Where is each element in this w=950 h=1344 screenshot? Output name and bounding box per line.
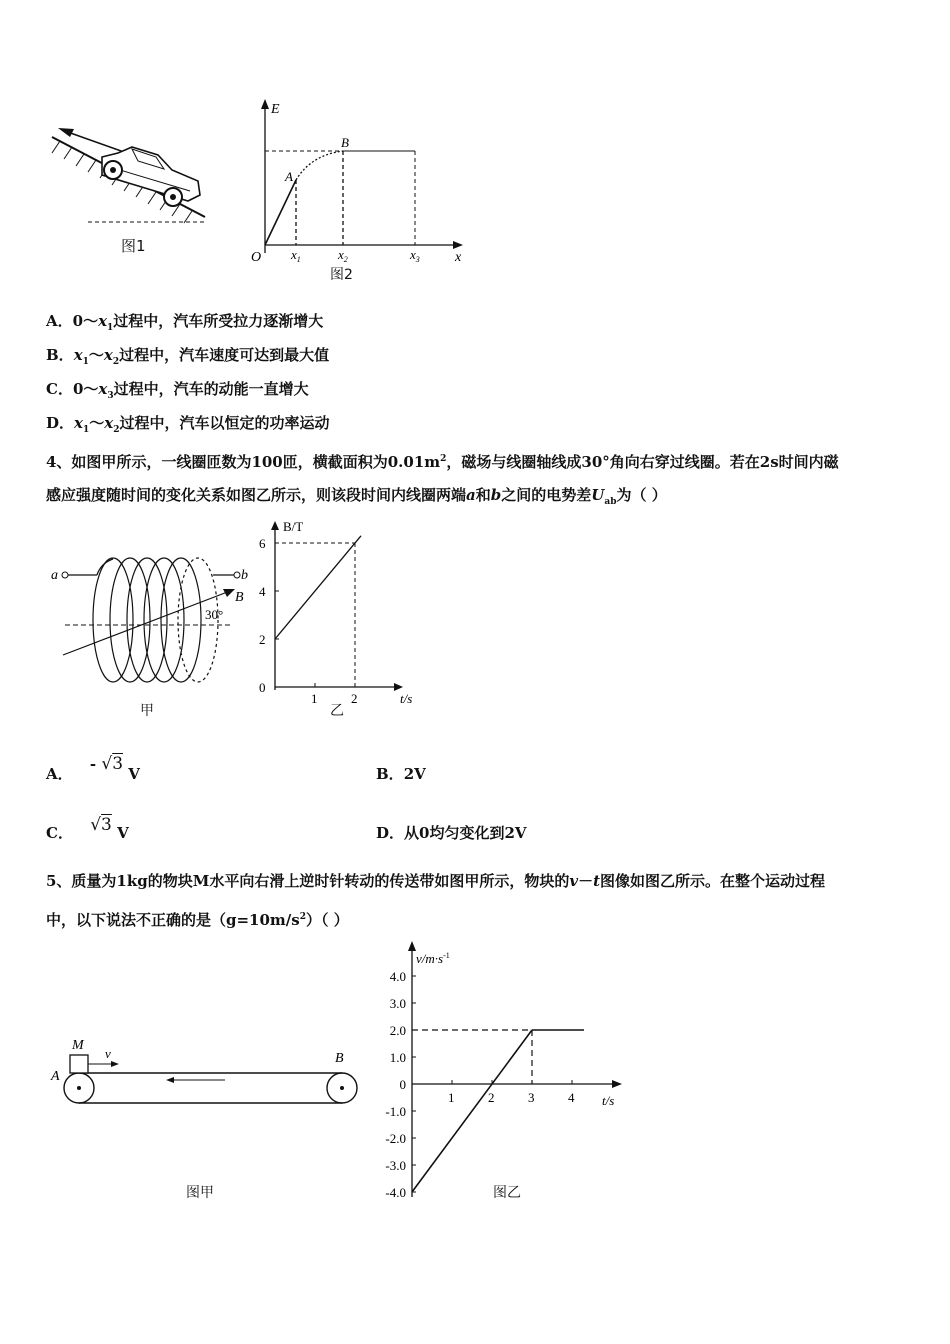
v-axis-label: $v/m\cdot s^{-1}$	[416, 951, 450, 966]
b-x-tick-label: 2	[351, 691, 358, 705]
q5-stem-line1: 5、质量为1kg的物块M水平向右滑上逆时针转动的传送带如图甲所示，物块的v－t图像如图乙所示。在整个运动过程	[46, 872, 826, 890]
x1-label: $x_1$	[291, 247, 301, 264]
v-x-tick-label: 1	[448, 1090, 455, 1105]
sqrt-symbol: √3	[90, 815, 112, 835]
b-t-graph	[255, 515, 425, 705]
b-t-caption: 乙	[330, 703, 344, 719]
b-t-series-line	[275, 536, 361, 639]
coil-figure	[45, 555, 255, 700]
point-b-label: B	[341, 135, 349, 150]
x2-label: $x_2$	[338, 247, 348, 264]
origin-label: O	[251, 250, 262, 265]
q3-option-c[interactable]: C．$0\sim x_3$过程中，汽车的动能一直增大	[46, 380, 309, 401]
v-x-tick-label: 3	[528, 1090, 535, 1105]
v-y-tick-label: 3.0	[389, 996, 406, 1011]
block-m-label: M	[72, 1038, 84, 1053]
q4-option-a[interactable]: A． - √3 V	[46, 754, 140, 783]
coil-b-label: b	[241, 568, 248, 583]
v-y-tick-label: 0	[399, 1077, 406, 1092]
coil-caption: 甲	[140, 703, 154, 719]
vt-caption: 图乙	[493, 1185, 521, 1201]
q4-option-c[interactable]: C． √3 V	[46, 815, 129, 842]
b-axis-label: B/T	[283, 519, 304, 534]
belt-caption: 图甲	[186, 1185, 214, 1201]
v-y-tick-label: 4.0	[389, 969, 406, 984]
fig1-caption: 图1	[121, 237, 146, 255]
v-y-tick-label: 2.0	[389, 1023, 406, 1038]
v-x-tick-label: 2	[488, 1090, 495, 1105]
energy-position-graph	[245, 95, 470, 270]
v-y-tick-label: -2.0	[385, 1131, 406, 1146]
q4-stem-line2: 感应强度随时间的变化关系如图乙所示，则该段时间内线圈两端a和b之间的电势差$U_{ab}$为（ ）	[46, 486, 667, 507]
b-y-tick-label: 6	[259, 536, 266, 551]
v-x-tick-label: 4	[568, 1090, 575, 1105]
conveyor-belt-figure	[45, 1030, 365, 1115]
v-t-graph	[370, 935, 635, 1205]
point-a-label: A	[285, 169, 293, 184]
q3-option-b[interactable]: B．$x_1\sim x_2$过程中，汽车速度可达到最大值	[46, 346, 330, 367]
angle-label: 30°	[205, 607, 224, 622]
t-axis-label: t/s	[400, 691, 413, 705]
vt-t-axis-label: t/s	[602, 1093, 615, 1108]
q3-option-a[interactable]: A．$0\sim x_1$过程中，汽车所受拉力逐渐增大	[46, 312, 324, 333]
block-m	[70, 1055, 88, 1073]
v-y-tick-label: 1.0	[389, 1050, 406, 1065]
v-y-tick-label: -1.0	[385, 1104, 406, 1119]
point-a-label: A	[51, 1069, 60, 1084]
x3-label: $x_3$	[410, 247, 420, 264]
q4-option-d[interactable]: D．从0均匀变化到2V	[376, 824, 527, 842]
b-y-tick-label: 4	[259, 584, 266, 599]
b-y-tick-label: 2	[259, 632, 266, 647]
coil-a-label: a	[51, 568, 58, 583]
field-b-label: B	[235, 590, 244, 605]
b-x-tick-label: 1	[311, 691, 318, 705]
point-b-label: B	[335, 1051, 344, 1066]
v-y-tick-label: -4.0	[385, 1185, 406, 1200]
q4-stem-line1: 4、如图甲所示，一线圈匝数为100匝，横截面积为$0.01m^2$，磁场与线圈轴线成30°角向右穿过线圈。若在2s时间内磁	[46, 453, 839, 471]
b-y-tick-label: 0	[259, 680, 266, 695]
v-t-series-segment	[412, 1030, 532, 1192]
v-y-tick-label: -3.0	[385, 1158, 406, 1173]
velocity-label: v	[105, 1046, 111, 1061]
terminal-a	[62, 572, 68, 578]
field-line	[63, 591, 230, 655]
car	[102, 147, 200, 206]
linear-segment	[265, 180, 296, 245]
x-axis-label: x	[455, 250, 462, 265]
e-axis-label: E	[271, 102, 280, 117]
q3-option-d[interactable]: D．$x_1\sim x_2$过程中，汽车以恒定的功率运动	[46, 414, 330, 435]
q5-stem-line2: 中，以下说法不正确的是$(g=10m/s^2)$（ ）	[46, 911, 349, 929]
sqrt-symbol: √3	[101, 754, 124, 774]
fig2-caption: 图2	[330, 267, 353, 283]
q4-option-b[interactable]: B．2V	[376, 765, 426, 783]
motion-arrow-head	[58, 128, 74, 137]
terminal-b	[234, 572, 240, 578]
curve-segment	[296, 151, 343, 180]
